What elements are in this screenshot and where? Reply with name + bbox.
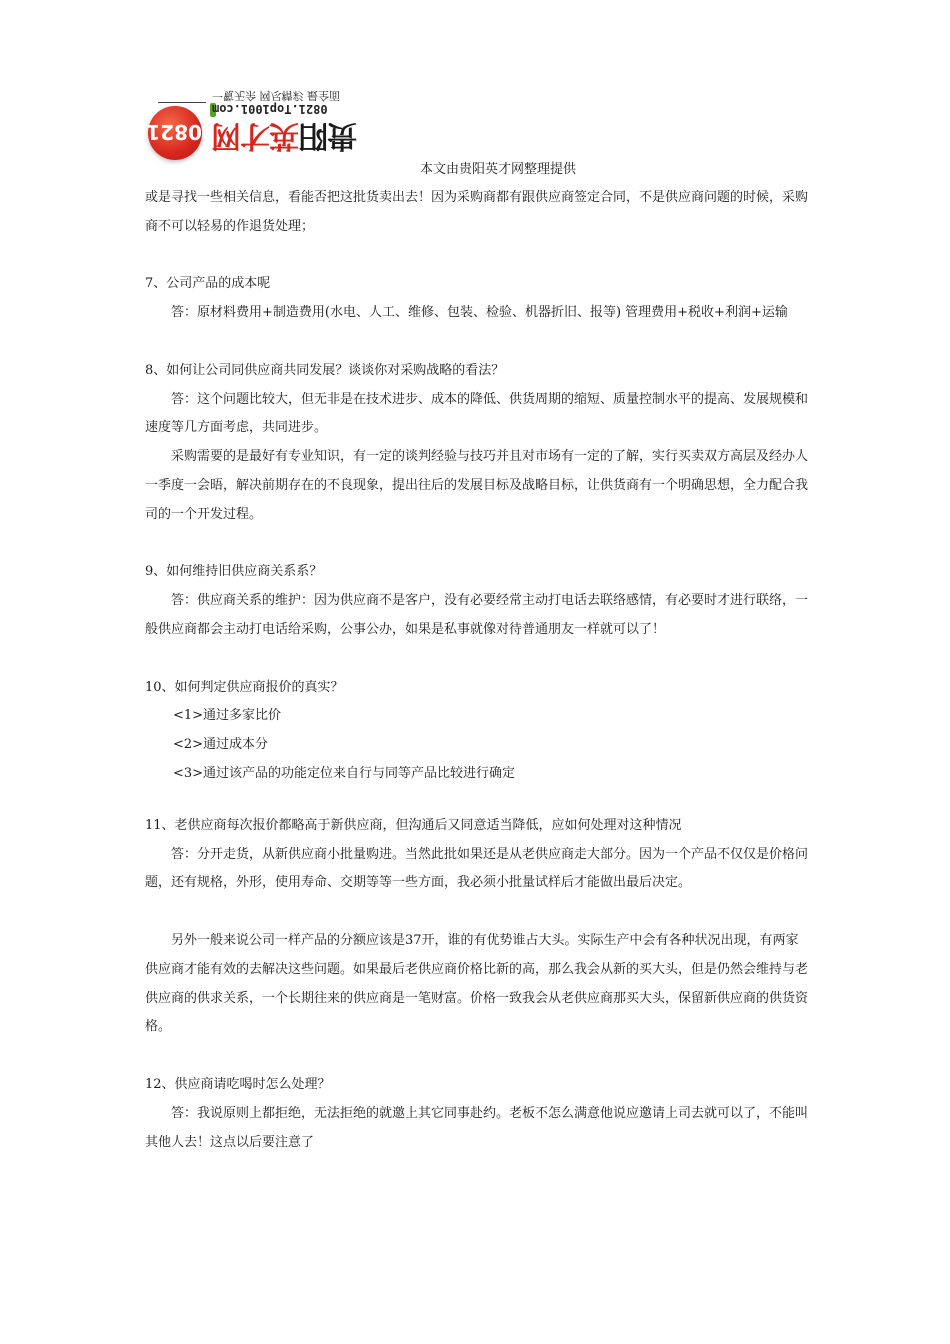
- answer-11-part-2: 另外一般来说公司一样产品的分额应该是37开，谁的有优势谁占大头。实际生产中会有各种状况出现，有两家供应商才能有效的去解决这些问题。如果最后老供应商价格比新的高，那么我会从新的买大头，但是仍然会维持与老供应商的供求关系，一个长期往来的供应商是一笔财富。价格一致我会从老供应商那买大头，保留新供应商的供货资格。: [145, 932, 809, 1035]
- answer-12: 答：我说原则上都拒绝，无法拒绝的就邀上其它同事赴约。老板不怎么满意他说应邀请上司去就可以了，不能叫其他人去！这点以后要注意了: [145, 1105, 809, 1150]
- question-9: 9、如何维持旧供应商关系系？: [145, 564, 323, 580]
- answer-10-item-2: <2>通过成本分: [173, 737, 269, 753]
- document-body: [145, 184, 810, 1157]
- site-logo: [148, 84, 370, 164]
- intro-paragraph: 或是寻找一些相关信息，看能否把这批货卖出去！因为采购商都有跟供应商签定合同，不是供应商问题的时候，采购商不可以轻易的作退货处理；: [145, 190, 809, 234]
- answer-9: 答：供应商关系的维护：因为供应商不是客户，没有必要经常主动打电话去联络感情，有必要时才进行联络，一般供应商都会主动打电话给采购，公事公办，如果是私事就像对待普通朋友一样就可以了！: [145, 593, 809, 637]
- answer-8-part-2: 采购需要的是最好有专业知识，有一定的谈判经验与技巧并且对市场有一定的了解，实行买卖双方高层及经办人一季度一会晤，解决前期存在的不良现象，提出往后的发展目标及战略目标，让供货商有一个明确思想，全力配合我司的一个开发过程。: [145, 449, 809, 522]
- answer-8-part-1: 答：这个问题比较大，但无非是在技术进步、成本的降低、供货周期的缩短、质量控制水平的提高、发展规模和速度等几方面考虑，共同进步。: [145, 391, 809, 436]
- answer-10-item-3: <3>通过该产品的功能定位来自行与同等产品比较进行确定: [173, 765, 516, 781]
- answer-10-item-1: <1>通过多家比价: [173, 708, 282, 724]
- logo-tagline: 一覧无余 网尽精彩 最全面: [212, 89, 340, 102]
- question-7: 7、公司产品的成本呢: [145, 276, 271, 292]
- question-12: 12、供应商请吃喝时怎么处理？: [145, 1076, 331, 1092]
- logo-divider: [158, 102, 206, 103]
- logo-name-dark: 贵阳: [299, 118, 357, 153]
- logo-url: 0821.Top1001.com: [212, 102, 328, 116]
- logo-name-red: 英才网: [212, 118, 299, 153]
- answer-11-part-1: 答：分开走货，从新供应商小批量购进。当然此批如果还是从老供应商走大部分。因为一个产品不仅仅是价格问题，还有规格，外形，使用寿命、交期等等一些方面，我必须小批量试样后才能做出最后决定。: [145, 846, 809, 891]
- answer-7: 答：原材料费用+制造费用(水电、人工、维修、包装、检验、机器折旧、报等) 管理费用+税收+利润+运输: [171, 305, 788, 321]
- logo-name: [212, 117, 357, 161]
- logo-badge-number: 0821: [146, 120, 202, 144]
- question-8: 8、如何让公司同供应商共同发展？谈谈你对采购战略的看法？: [145, 362, 505, 378]
- source-note: 本文由贵阳英才网整理提供: [419, 162, 576, 177]
- question-10: 10、如何判定供应商报价的真实？: [145, 679, 344, 695]
- question-11: 11、老供应商每次报价都略高于新供应商，但沟通后又同意适当降低，应如何处理对这种情况: [145, 817, 682, 833]
- logo-badge: [148, 106, 202, 160]
